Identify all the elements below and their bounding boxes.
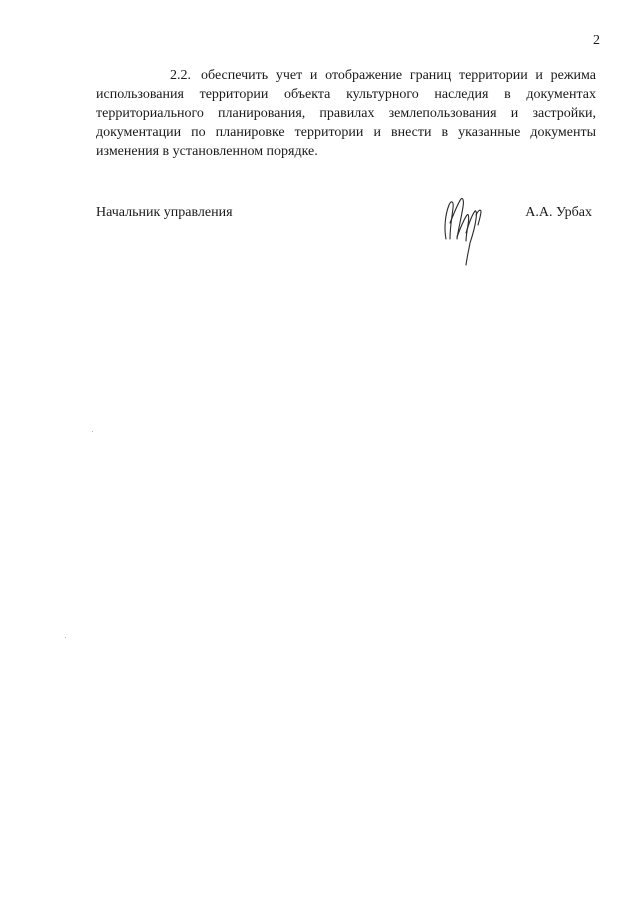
clause-paragraph — [96, 66, 596, 161]
scan-speck — [65, 637, 66, 638]
signature-block — [96, 205, 596, 275]
signer-name: А.А. Урбах — [525, 205, 592, 220]
page-number: 2 — [593, 33, 600, 48]
clause-text: обеспечить учет и отображение границ территории и режима использования территории объекта культурного наследия в документах территориального планирования, правилах землепользования и застройки, документации по планировке территории и внести в указанные документы изменения в установленном порядке. — [96, 68, 596, 159]
clause-number: 2.2. — [170, 68, 191, 83]
scan-speck — [92, 431, 93, 432]
signer-position: Начальник управления — [96, 205, 233, 220]
handwritten-signature — [436, 193, 498, 269]
